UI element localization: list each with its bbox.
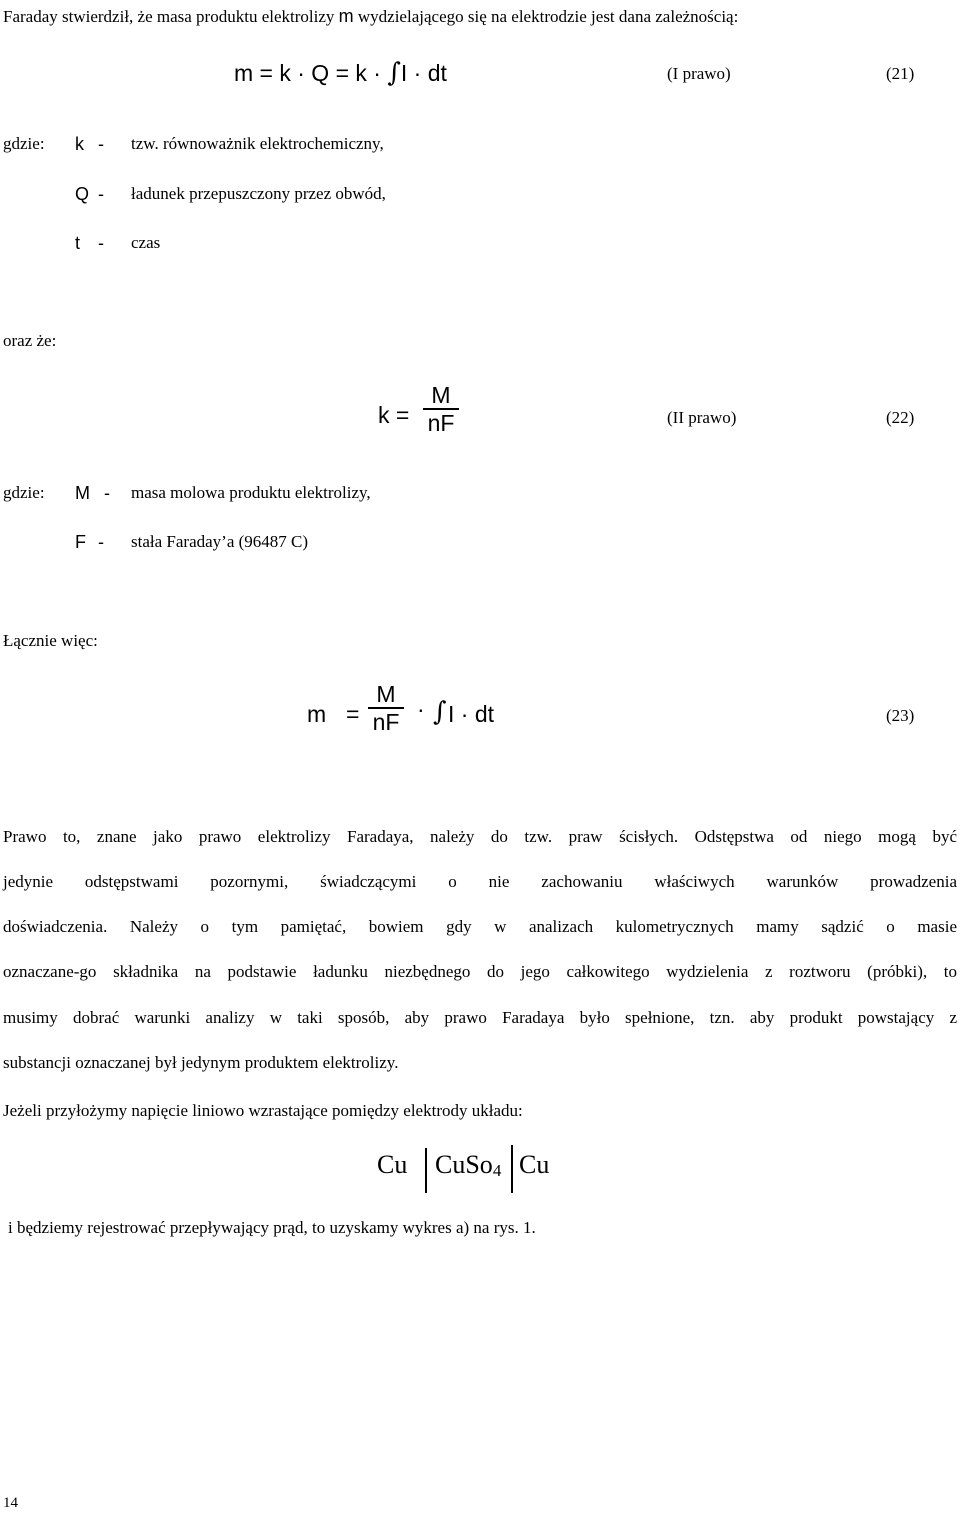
defs1-text-q: ładunek przepuszczony przez obwód, bbox=[131, 184, 386, 203]
eq23-fraction bbox=[368, 681, 404, 735]
cell-middle-text: CuSo bbox=[435, 1150, 493, 1179]
defs1-dash-k: - bbox=[98, 134, 104, 154]
eq23-numerator: M bbox=[376, 681, 396, 707]
cell-divider bbox=[511, 1145, 513, 1193]
eq21-rest: I · dt bbox=[400, 60, 447, 86]
defs1-lead: gdzie: bbox=[3, 134, 45, 153]
eq23-rest: I · dt bbox=[448, 701, 495, 727]
intro-text bbox=[3, 6, 738, 27]
paragraph-line: oznaczane-go składnika na podstawie ładunku niezbędnego do jego całkowitego wydzielenia z roztworu (próbki), to bbox=[3, 962, 957, 981]
intro-symbol: m bbox=[338, 6, 354, 26]
eq21-label: (I prawo) bbox=[667, 64, 731, 83]
defs1-text-k: tzw. równoważnik elektrochemiczny, bbox=[131, 134, 384, 153]
eq22-denominator: nF bbox=[427, 409, 455, 436]
intro-after: wydzielającego się na elektrodzie jest dana zależnością: bbox=[353, 7, 739, 26]
eq23-number: (23) bbox=[886, 706, 915, 725]
cell-left: Cu bbox=[377, 1150, 408, 1179]
eq23-dot: · bbox=[417, 696, 425, 722]
eq22-fraction bbox=[423, 382, 459, 436]
eq22-numerator: M bbox=[431, 382, 451, 408]
defs1-dash-t: - bbox=[98, 233, 104, 253]
integral-symbol: ∫ bbox=[433, 697, 447, 727]
eq21-number: (21) bbox=[886, 64, 915, 83]
defs2-symbol-f: F bbox=[75, 532, 86, 552]
lacznie-text: Łącznie więc: bbox=[3, 631, 98, 650]
paragraph-line: doświadczenia. Należy o tym pamiętać, bowiem gdy w analizach kulometrycznych mamy sądzić o masie bbox=[3, 917, 957, 936]
defs2-symbol-m: M bbox=[75, 483, 90, 503]
paragraph-last-line: substancji oznaczanej był jedynym produktem elektrolizy. bbox=[3, 1053, 399, 1072]
defs1-symbol-t: t bbox=[75, 233, 81, 253]
cell-right: Cu bbox=[519, 1150, 550, 1179]
eq23-equals: = bbox=[346, 701, 360, 727]
eq23-lhs: m bbox=[307, 701, 327, 727]
page-number: 14 bbox=[3, 1495, 18, 1511]
defs2-dash-f: - bbox=[98, 532, 104, 552]
eq23-denominator: nF bbox=[372, 708, 400, 735]
paragraph-line: Prawo to, znane jako prawo elektrolizy Faradaya, należy do tzw. praw ścisłych. Odstępstwa od niego mogą być bbox=[3, 827, 957, 846]
paragraph-line: musimy dobrać warunki analizy w taki sposób, aby prawo Faradaya było spełnione, tzn. aby produkt powstający z bbox=[3, 1008, 957, 1027]
equation-21 bbox=[234, 58, 447, 88]
integral-symbol: ∫ bbox=[387, 58, 401, 88]
cell-divider bbox=[425, 1148, 427, 1193]
outro-text: i będziemy rejestrować przepływający prąd, to uzyskamy wykres a) na rys. 1. bbox=[8, 1218, 536, 1237]
paragraph-line: jedynie odstępstwami pozornymi, świadczącymi o nie zachowaniu właściwych warunków prowadzenia bbox=[3, 872, 957, 891]
cell-middle bbox=[435, 1150, 501, 1181]
defs2-dash-m: - bbox=[104, 483, 110, 503]
cell-subscript: 4 bbox=[492, 1161, 502, 1180]
defs1-symbol-k: k bbox=[75, 134, 84, 154]
eq22-label: (II prawo) bbox=[667, 408, 737, 427]
defs2-text-m: masa molowa produktu elektrolizy, bbox=[131, 483, 371, 502]
jezeli-text: Jeżeli przyłożymy napięcie liniowo wzrastające pomiędzy elektrody układu: bbox=[3, 1101, 523, 1120]
intro-before: Faraday stwierdził, że masa produktu elektrolizy bbox=[3, 7, 339, 26]
defs2-text-f: stała Faraday’a (96487 C) bbox=[131, 532, 309, 551]
eq22-lhs: k = bbox=[378, 402, 410, 428]
eq21-formula: m = k · Q = k · bbox=[234, 60, 381, 86]
defs2-lead: gdzie: bbox=[3, 483, 45, 502]
defs1-symbol-q: Q bbox=[75, 184, 90, 204]
eq22-number: (22) bbox=[886, 408, 915, 427]
defs1-dash-q: - bbox=[98, 184, 104, 204]
defs1-text-t: czas bbox=[131, 233, 161, 252]
oraz-text: oraz że: bbox=[3, 331, 57, 350]
